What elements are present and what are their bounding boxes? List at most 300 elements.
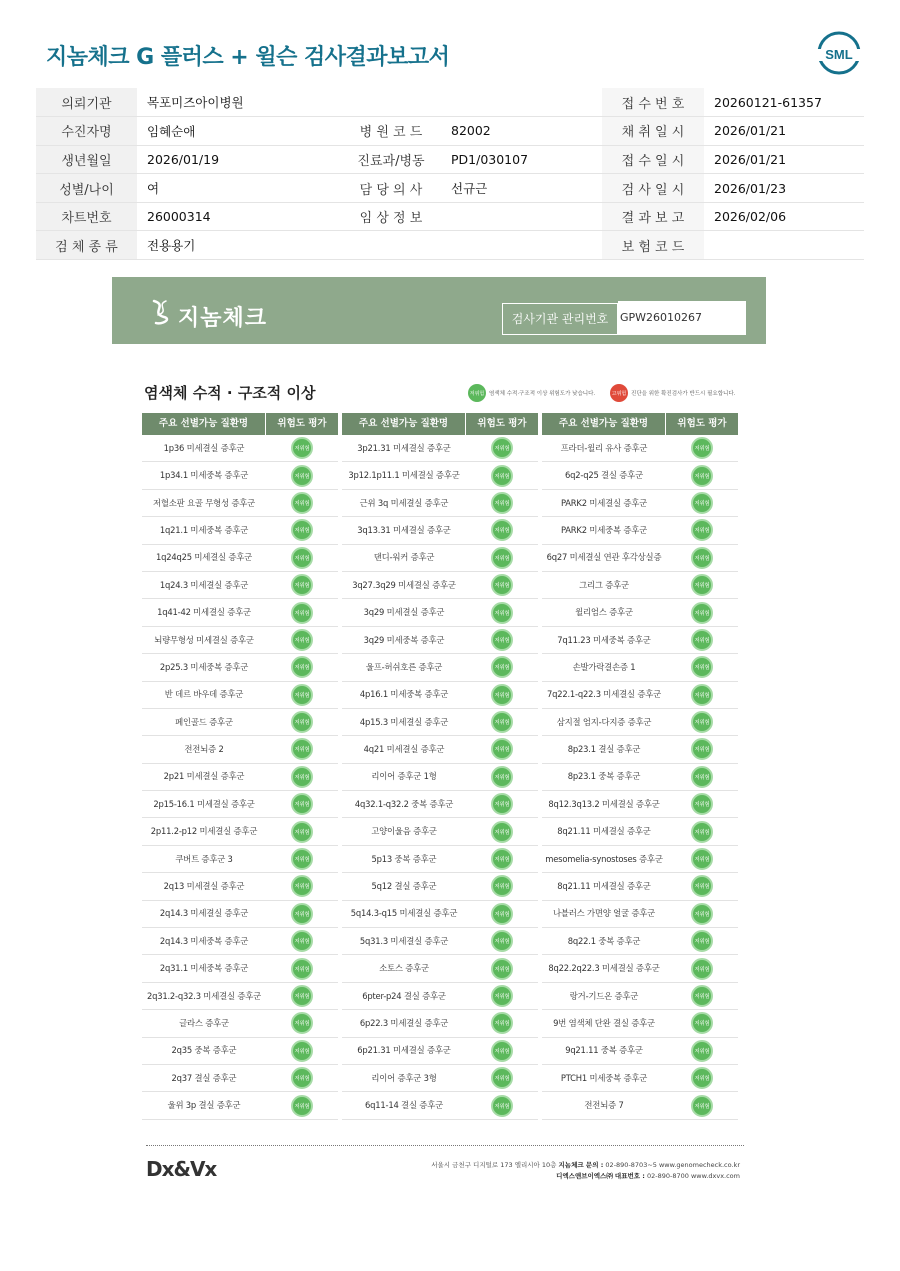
disease-row <box>142 654 338 681</box>
disease-row <box>142 462 338 489</box>
disease-row <box>342 572 538 599</box>
info-label: 생년월일 <box>36 145 137 174</box>
risk-cell <box>666 901 738 927</box>
risk-cell <box>666 1038 738 1064</box>
low-risk-badge-icon: 저위험 <box>691 437 713 459</box>
disease-name: 댄디-워커 증후군 <box>373 552 435 563</box>
disease-name: 7q22.1-q22.3 미세결실 증후군 <box>546 689 662 700</box>
disease-row <box>142 1010 338 1037</box>
disease-name: 8q21.11 미세결실 증후군 <box>557 881 651 892</box>
disease-name: 6q27 미세결실 연관 후각상실증 <box>546 552 662 563</box>
report-title: 지놈체크 G 플러스 + 윌슨 검사결과보고서 <box>46 45 450 70</box>
low-risk-badge-icon: 저위험 <box>491 848 513 870</box>
info-empty <box>441 231 602 260</box>
low-risk-badge-icon: 저위험 <box>491 738 513 760</box>
disease-row <box>142 627 338 654</box>
risk-cell <box>266 572 338 598</box>
disease-name: 2q37 결실 증후군 <box>171 1072 237 1083</box>
low-risk-badge-icon: 저위험 <box>691 985 713 1007</box>
risk-cell <box>266 1065 338 1091</box>
risk-cell <box>266 462 338 488</box>
low-risk-badge-icon: 저위험 <box>491 711 513 733</box>
low-risk-badge-icon: 저위험 <box>291 821 313 843</box>
info-row <box>36 117 864 146</box>
risk-cell <box>466 572 538 598</box>
info-label: 보 험 코 드 <box>602 231 704 260</box>
low-risk-badge-icon: 저위험 <box>491 1095 513 1117</box>
disease-name: 4q32.1-q32.2 중복 증후군 <box>354 798 454 809</box>
low-risk-badge-icon: 저위험 <box>691 875 713 897</box>
disease-name: 3q29 미세중복 증후군 <box>363 634 445 645</box>
low-risk-badge-icon: 저위험 <box>291 437 313 459</box>
info-empty <box>341 231 441 260</box>
risk-cell <box>466 627 538 653</box>
low-risk-badge-icon: 저위험 <box>291 574 313 596</box>
info-label: 차트번호 <box>36 202 137 231</box>
low-risk-badge-icon: 저위험 <box>691 793 713 815</box>
risk-cell <box>266 791 338 817</box>
risk-cell <box>466 545 538 571</box>
low-risk-badge-icon: 저위험 <box>491 629 513 651</box>
disease-row <box>542 818 738 845</box>
brand-name: 지놈체크 <box>178 306 268 331</box>
risk-cell <box>266 1038 338 1064</box>
low-risk-badge-icon: 저위험 <box>691 547 713 569</box>
disease-name: 전전뇌증 2 <box>184 744 224 755</box>
disease-row <box>542 1092 738 1119</box>
info-value: 2026/01/23 <box>704 174 864 203</box>
low-risk-badge-icon: 저위험 <box>691 602 713 624</box>
disease-name: 8p23.1 중복 증후군 <box>567 771 641 782</box>
disease-name: 7q11.23 미세중복 증후군 <box>557 634 651 645</box>
disease-name: PARK2 미세중복 증후군 <box>560 524 648 535</box>
info-label: 의뢰기관 <box>36 88 137 117</box>
info-value: 2026/01/21 <box>704 145 864 174</box>
low-risk-badge-icon: 저위험 <box>491 821 513 843</box>
risk-cell <box>666 572 738 598</box>
info-empty <box>441 88 602 117</box>
disease-row <box>542 1038 738 1065</box>
footer-phone-label: 대표번호 : <box>614 1172 645 1181</box>
footer-company: 디엑스앤브이엑스㈜ <box>556 1172 613 1181</box>
disease-row <box>142 599 338 626</box>
disease-name: 3p12.1p11.1 미세결실 증후군 <box>348 470 460 481</box>
disease-name: 4p16.1 미세중복 증후군 <box>359 689 449 700</box>
disease-row <box>342 846 538 873</box>
disease-row <box>542 462 738 489</box>
disease-row <box>342 490 538 517</box>
risk-cell <box>266 901 338 927</box>
disease-row <box>342 682 538 709</box>
risk-cell <box>666 599 738 625</box>
risk-cell <box>666 545 738 571</box>
disease-row <box>542 490 738 517</box>
low-risk-badge-icon: 저위험 <box>691 465 713 487</box>
disease-column-2 <box>342 413 538 1120</box>
risk-cell <box>466 1092 538 1118</box>
disease-row <box>142 791 338 818</box>
genome-check-report <box>112 277 766 1195</box>
low-risk-badge-icon: 저위험 <box>691 848 713 870</box>
disease-name: 6p21.31 미세결실 증후군 <box>357 1045 451 1056</box>
low-risk-badge-icon: 저위험 <box>291 519 313 541</box>
risk-cell <box>266 435 338 461</box>
risk-cell <box>466 462 538 488</box>
disease-row <box>142 1065 338 1092</box>
risk-cell <box>666 846 738 872</box>
disease-name: 3q29 미세결실 증후군 <box>363 607 445 618</box>
low-risk-badge-icon: 저위험 <box>491 574 513 596</box>
disease-row <box>342 627 538 654</box>
low-risk-badge-icon: 저위험 <box>291 1095 313 1117</box>
disease-name: 2q14.3 미세중복 증후군 <box>159 935 249 946</box>
low-risk-badge-icon: 저위험 <box>691 1067 713 1089</box>
low-risk-badge-icon: 저위험 <box>491 985 513 1007</box>
disease-name: 울프-허쉬호른 증후군 <box>365 661 443 672</box>
low-risk-badge-icon: 저위험 <box>468 384 486 402</box>
risk-cell <box>666 928 738 954</box>
disease-name: 5q31.3 미세결실 증후군 <box>359 935 449 946</box>
disease-name: 반 데르 바우데 증후군 <box>164 689 244 700</box>
disease-name: 삼지절 엄지-다지증 증후군 <box>556 716 652 727</box>
risk-cell <box>666 1092 738 1118</box>
disease-name: 프라더-윌리 유사 증후군 <box>560 442 648 453</box>
disease-name: 나블러스 가면양 얼굴 증후군 <box>552 908 656 919</box>
report-banner <box>112 277 766 344</box>
low-risk-badge-icon: 저위험 <box>691 930 713 952</box>
disease-name: 2q31.2-q32.3 미세결실 증후군 <box>146 990 262 1001</box>
risk-cell <box>466 901 538 927</box>
risk-cell <box>266 846 338 872</box>
disease-name: 6p22.3 미세결실 증후군 <box>359 1017 449 1028</box>
risk-cell <box>466 928 538 954</box>
column-header-risk: 위험도 평가 <box>477 418 527 429</box>
disease-row <box>142 490 338 517</box>
disease-name: 그리그 증후군 <box>579 579 629 590</box>
disease-row <box>342 764 538 791</box>
disease-row <box>342 1092 538 1119</box>
low-risk-badge-icon: 저위험 <box>491 1012 513 1034</box>
risk-cell <box>266 517 338 543</box>
disease-name: 1p36 미세결실 증후군 <box>163 442 245 453</box>
disease-name: 리이어 증후군 3형 <box>371 1072 437 1083</box>
disease-name: 5p13 중복 증후군 <box>371 853 437 864</box>
disease-row <box>342 545 538 572</box>
disease-row <box>542 435 738 462</box>
disease-name: 1q24q25 미세결실 증후군 <box>155 552 253 563</box>
risk-cell <box>266 873 338 899</box>
disease-name: 8p23.1 결실 증후군 <box>567 744 641 755</box>
risk-cell <box>466 983 538 1009</box>
disease-name: 쿠버트 증후군 3 <box>175 853 233 864</box>
risk-cell <box>266 1010 338 1036</box>
footer-contact <box>431 1160 740 1182</box>
info-value: 2026/01/21 <box>704 117 864 146</box>
disease-name: 손발가락결손증 1 <box>572 661 636 672</box>
risk-cell <box>466 1038 538 1064</box>
info-label: 성별/나이 <box>36 174 137 203</box>
info-label: 결 과 보 고 <box>602 202 704 231</box>
info-label: 병 원 코 드 <box>341 117 441 146</box>
low-risk-badge-icon: 저위험 <box>291 547 313 569</box>
risk-cell <box>666 873 738 899</box>
low-risk-badge-icon: 저위험 <box>691 738 713 760</box>
disease-row <box>542 545 738 572</box>
disease-row <box>542 654 738 681</box>
risk-cell <box>266 490 338 516</box>
disease-row <box>142 1092 338 1119</box>
low-risk-badge-icon: 저위험 <box>691 766 713 788</box>
sml-logo-text: SML <box>825 47 853 62</box>
low-risk-badge-icon: 저위험 <box>491 903 513 925</box>
risk-cell <box>466 435 538 461</box>
low-risk-badge-icon: 저위험 <box>291 656 313 678</box>
low-risk-badge-icon: 저위험 <box>691 656 713 678</box>
disease-row <box>142 955 338 982</box>
disease-name: 페인골드 증후군 <box>175 716 233 727</box>
risk-cell <box>466 764 538 790</box>
low-risk-badge-icon: 저위험 <box>691 1095 713 1117</box>
low-risk-badge-icon: 저위험 <box>291 848 313 870</box>
risk-cell <box>466 955 538 981</box>
disease-row <box>342 654 538 681</box>
low-risk-badge-icon: 저위험 <box>691 821 713 843</box>
risk-cell <box>666 955 738 981</box>
disease-name: 5q12 결실 증후군 <box>371 881 437 892</box>
risk-cell <box>666 1010 738 1036</box>
risk-cell <box>466 1010 538 1036</box>
disease-row <box>342 435 538 462</box>
disease-row <box>142 709 338 736</box>
info-value: 선규근 <box>441 174 602 203</box>
risk-cell <box>266 983 338 1009</box>
info-label: 담 당 의 사 <box>341 174 441 203</box>
disease-row <box>542 873 738 900</box>
info-value: 목포미즈아이병원 <box>137 88 341 117</box>
disease-row <box>342 517 538 544</box>
disease-name: PTCH1 미세중복 증후군 <box>560 1072 648 1083</box>
disease-name: 1q24.3 미세결실 증후군 <box>159 579 249 590</box>
low-risk-badge-icon: 저위험 <box>291 711 313 733</box>
info-row <box>36 145 864 174</box>
low-risk-badge-icon: 저위험 <box>691 711 713 733</box>
low-risk-badge-icon: 저위험 <box>691 574 713 596</box>
low-risk-badge-icon: 저위험 <box>491 1040 513 1062</box>
info-value: 여 <box>137 174 341 203</box>
risk-cell <box>466 846 538 872</box>
low-risk-badge-icon: 저위험 <box>491 766 513 788</box>
low-risk-badge-icon: 저위험 <box>291 465 313 487</box>
legend-high-risk-text: 진단을 위한 확진검사가 반드시 필요합니다. <box>631 391 736 397</box>
risk-cell <box>666 435 738 461</box>
low-risk-badge-icon: 저위험 <box>291 793 313 815</box>
dxvx-logo: Dx&Vx <box>146 1157 217 1181</box>
disease-name: 글라스 증후군 <box>179 1017 229 1028</box>
info-value <box>704 231 864 260</box>
low-risk-badge-icon: 저위험 <box>291 492 313 514</box>
risk-cell <box>266 1092 338 1118</box>
disease-row <box>342 1038 538 1065</box>
low-risk-badge-icon: 저위험 <box>491 656 513 678</box>
disease-name: 5q14.3-q15 미세결실 증후군 <box>350 908 458 919</box>
disease-row <box>542 517 738 544</box>
disease-row <box>142 1038 338 1065</box>
high-risk-badge-icon: 고위험 <box>610 384 628 402</box>
low-risk-badge-icon: 저위험 <box>491 492 513 514</box>
disease-name: 전전뇌증 7 <box>584 1100 624 1111</box>
disease-row <box>142 572 338 599</box>
risk-cell <box>266 955 338 981</box>
risk-cell <box>466 517 538 543</box>
low-risk-badge-icon: 저위험 <box>691 903 713 925</box>
disease-row <box>542 572 738 599</box>
disease-row <box>342 1065 538 1092</box>
risk-cell <box>466 654 538 680</box>
disease-name: 저혈소판 요골 무형성 증후군 <box>152 497 256 508</box>
disease-name: 3q27.3q29 미세결실 증후군 <box>352 579 456 590</box>
risk-cell <box>466 818 538 844</box>
risk-cell <box>666 764 738 790</box>
column-header <box>342 413 538 435</box>
disease-row <box>142 764 338 791</box>
risk-cell <box>466 709 538 735</box>
column-header-name: 주요 선별가능 질환명 <box>142 413 266 435</box>
disease-row <box>342 983 538 1010</box>
risk-cell <box>266 818 338 844</box>
info-row <box>36 231 864 260</box>
risk-cell <box>266 599 338 625</box>
low-risk-badge-icon: 저위험 <box>291 684 313 706</box>
disease-name: 8q22.1 중복 증후군 <box>567 935 641 946</box>
disease-name: 4p15.3 미세결실 증후군 <box>359 716 449 727</box>
disease-name: 2q35 중복 증후군 <box>171 1045 237 1056</box>
info-value: 26000314 <box>137 202 341 231</box>
disease-name: 4q21 미세결실 증후군 <box>363 744 445 755</box>
disease-row <box>142 846 338 873</box>
disease-row <box>542 791 738 818</box>
disease-name: 9q21.11 중복 증후군 <box>565 1045 643 1056</box>
risk-cell <box>666 682 738 708</box>
disease-name: 2p15-16.1 미세결실 증후군 <box>153 798 255 809</box>
disease-name: 뇌량무형성 미세결실 증후군 <box>154 634 254 645</box>
low-risk-badge-icon: 저위험 <box>491 519 513 541</box>
low-risk-badge-icon: 저위험 <box>291 738 313 760</box>
column-header <box>542 413 738 435</box>
risk-cell <box>266 682 338 708</box>
disease-row <box>342 955 538 982</box>
footer-phone-value: 02-890-8700 www.dxvx.com <box>646 1172 740 1181</box>
disease-row <box>342 928 538 955</box>
disease-row <box>342 1010 538 1037</box>
mgmt-number-value: GPW26010267 <box>618 301 746 335</box>
legend-low-risk <box>468 384 595 402</box>
disease-name: 2p21 미세결실 증후군 <box>163 771 245 782</box>
risk-cell <box>466 1065 538 1091</box>
risk-cell <box>266 545 338 571</box>
risk-cell <box>666 490 738 516</box>
disease-column-3 <box>542 413 738 1120</box>
info-value: 82002 <box>441 117 602 146</box>
low-risk-badge-icon: 저위험 <box>491 547 513 569</box>
disease-row <box>342 901 538 928</box>
info-label: 채 취 일 시 <box>602 117 704 146</box>
risk-cell <box>666 517 738 543</box>
low-risk-badge-icon: 저위험 <box>291 1012 313 1034</box>
low-risk-badge-icon: 저위험 <box>291 766 313 788</box>
low-risk-badge-icon: 저위험 <box>691 492 713 514</box>
info-value <box>441 202 602 231</box>
low-risk-badge-icon: 저위험 <box>691 519 713 541</box>
low-risk-badge-icon: 저위험 <box>491 437 513 459</box>
risk-cell <box>266 709 338 735</box>
info-label: 수진자명 <box>36 117 137 146</box>
low-risk-badge-icon: 저위험 <box>291 1067 313 1089</box>
risk-cell <box>666 462 738 488</box>
low-risk-badge-icon: 저위험 <box>491 875 513 897</box>
risk-cell <box>666 736 738 762</box>
risk-cell <box>266 928 338 954</box>
low-risk-badge-icon: 저위험 <box>291 602 313 624</box>
footer-contact-label: 지놈체크 문의 : <box>558 1161 604 1169</box>
risk-cell <box>666 709 738 735</box>
risk-cell <box>466 791 538 817</box>
disease-name: 울위 3p 결실 증후군 <box>167 1100 241 1111</box>
disease-name: 6pter-p24 결실 증후군 <box>362 990 446 1001</box>
risk-cell <box>666 983 738 1009</box>
risk-cell <box>666 1065 738 1091</box>
disease-row <box>342 791 538 818</box>
disease-name: 3p21.31 미세결실 증후군 <box>357 442 451 453</box>
disease-row <box>142 928 338 955</box>
low-risk-badge-icon: 저위험 <box>291 958 313 980</box>
disease-row <box>142 873 338 900</box>
low-risk-badge-icon: 저위험 <box>491 602 513 624</box>
disease-row <box>142 983 338 1010</box>
disease-row <box>542 1065 738 1092</box>
disease-row <box>542 736 738 763</box>
disease-row <box>542 627 738 654</box>
disease-name: 1q21.1 미세중복 증후군 <box>159 524 249 535</box>
risk-cell <box>466 682 538 708</box>
disease-row <box>142 435 338 462</box>
info-row <box>36 174 864 203</box>
low-risk-badge-icon: 저위험 <box>491 930 513 952</box>
disease-name: 윌리엄스 증후군 <box>575 607 633 618</box>
info-value: PD1/030107 <box>441 145 602 174</box>
info-value: 2026/01/19 <box>137 145 341 174</box>
low-risk-badge-icon: 저위험 <box>491 793 513 815</box>
low-risk-badge-icon: 저위험 <box>291 903 313 925</box>
info-value: 20260121-61357 <box>704 88 864 117</box>
low-risk-badge-icon: 저위험 <box>691 1012 713 1034</box>
disease-name: 2q14.3 미세결실 증후군 <box>159 908 249 919</box>
disease-name: 6q2-q25 결실 증후군 <box>565 470 643 481</box>
disease-name: mesomelia-synostoses 증후군 <box>545 853 663 864</box>
disease-name: 3q13.31 미세결실 증후군 <box>357 524 451 535</box>
column-header <box>142 413 338 435</box>
mgmt-number-label: 검사기관 관리번호 <box>502 303 618 335</box>
low-risk-badge-icon: 저위험 <box>291 1040 313 1062</box>
disease-row <box>542 682 738 709</box>
low-risk-badge-icon: 저위험 <box>291 985 313 1007</box>
disease-row <box>142 736 338 763</box>
disease-name: 소토스 증후군 <box>379 963 429 974</box>
low-risk-badge-icon: 저위험 <box>291 629 313 651</box>
disease-row <box>142 545 338 572</box>
risk-cell <box>466 873 538 899</box>
disease-row <box>542 955 738 982</box>
risk-cell <box>266 654 338 680</box>
